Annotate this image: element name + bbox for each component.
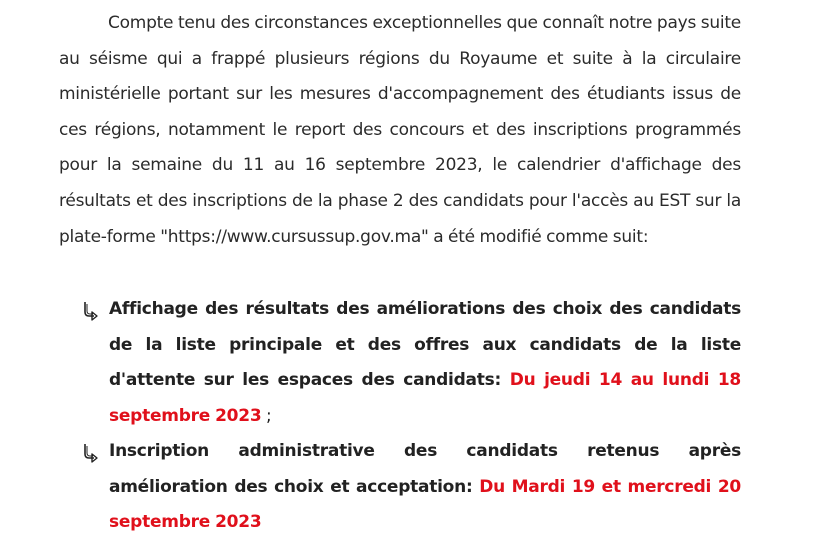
- list-item-suffix: ;: [261, 405, 272, 426]
- intro-paragraph: Compte tenu des circonstances exceptionnelles que connaît notre pays suite au séisme qui a frappé plusieurs régions du Royaume et suite à la circulaire ministérielle portant sur les mesures d'accompagnement des étudiants issus de ces régions, notamment le report des concours et des inscriptions programmés pour la semaine du 11 au 16 septembre 2023, le calendrier d'affichage des résultats et des inscriptions de la phase 2 des candidats pour l'accès au EST sur la plate-forme "https://www.cursussup.gov.ma" a été modifié comme suit:: [59, 13, 741, 247]
- date-range: Du jeudi 14 au lundi 18 septembre 2023: [109, 370, 741, 426]
- list-item-label: Affichage des résultats des améliorations des choix des candidats de la liste principale et des offres aux candidats de la liste d'attente sur les espaces des candidats:: [109, 299, 741, 390]
- curved-arrow-icon: [81, 301, 101, 321]
- date-range: Du Mardi 19 et mercredi 20 septembre 2023: [109, 476, 741, 532]
- curved-arrow-icon: [81, 443, 101, 463]
- list-item-label: Inscription administrative des candidats retenus après amélioration des choix et acceptation:: [109, 441, 741, 497]
- list-item-text: [109, 434, 741, 541]
- list-item: [76, 434, 756, 541]
- list-item: [76, 292, 756, 434]
- list-item-text: [109, 292, 741, 434]
- schedule-list: [76, 292, 756, 541]
